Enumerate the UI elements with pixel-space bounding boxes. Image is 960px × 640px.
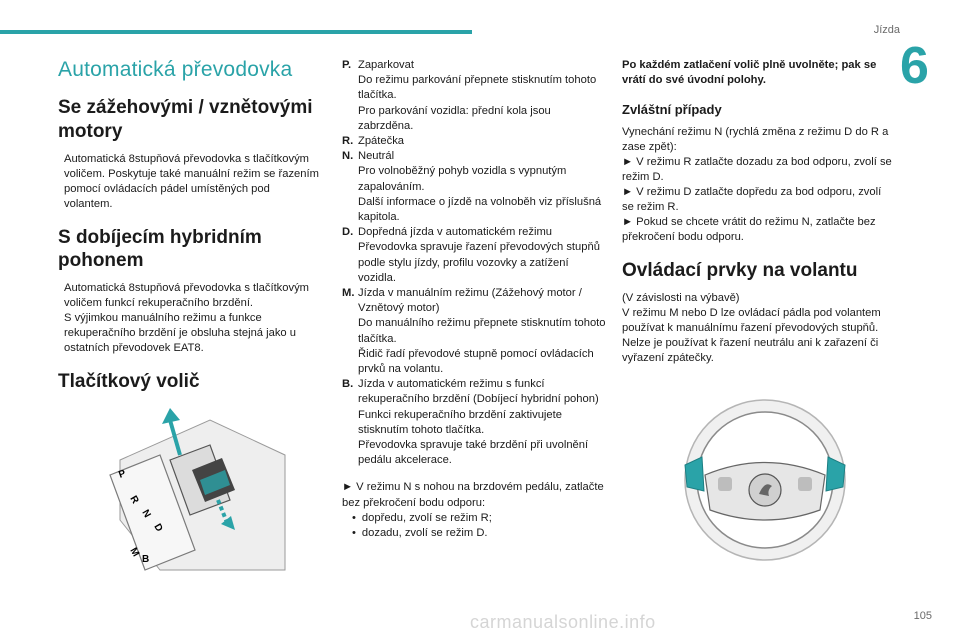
section-title: Jízda	[873, 24, 900, 36]
mode-description-line: Dopředná jízda v automatickém režimu	[358, 226, 553, 239]
mode-description-line: Zpátečka	[358, 135, 405, 148]
fig-label-p: P	[117, 468, 128, 481]
paragraph-diesel: Automatická 8stupňová převodovka s tlačítkovým voličem. Poskytuje také manuální režim se řazením pomocí ovládacích pádel umístěných pod volantem.	[64, 152, 319, 210]
instruction-bullets	[342, 511, 606, 541]
mode-description-line: Neutrál	[358, 150, 395, 163]
paragraph-hybrid-2: S výjimkou manuálního režimu a funkce rekuperačního brzdění je obsluha stejná jako u ostatních převodovek EAT8.	[64, 312, 296, 354]
mode-description	[358, 286, 606, 377]
mode-description-line: Další informace o jízdě na volnoběh viz příslušná kapitola.	[358, 195, 602, 224]
mode-key: N.	[342, 150, 354, 163]
mode-description	[358, 58, 606, 134]
mode-key: D.	[342, 226, 354, 239]
mode-description-line: Funkci rekuperačního brzdění zaktivujete stisknutím tohoto tlačítka.	[358, 408, 562, 436]
special-line: Vynechání režimu N (rychlá změna z režimu D do R a zase zpět):	[622, 126, 889, 153]
special-line: ► Pokud se chcete vrátit do režimu N, zatlačte bez překročení bodu odporu.	[622, 216, 876, 243]
fig-label-b: B	[142, 554, 150, 565]
wheel-line: (V závislosti na výbavě)	[622, 291, 740, 304]
mode-definition	[342, 377, 606, 468]
fig-label-n: N	[139, 508, 153, 520]
mode-description	[358, 134, 606, 149]
column-right	[622, 58, 894, 380]
special-line: ► V režimu R zatlačte dozadu za bod odporu, zvolí se režim D.	[622, 156, 892, 183]
chapter-number: 6	[900, 37, 929, 95]
chapter-title: Automatická převodovka	[58, 58, 293, 81]
mode-definition	[342, 225, 606, 286]
mode-description-line: Zaparkovat	[358, 59, 414, 71]
mode-definition	[342, 286, 606, 377]
mode-description	[358, 225, 606, 286]
fig-label-r: R	[127, 494, 141, 506]
mode-description-line: Jízda v automatickém režimu s funkcí rekuperačního brzdění (Dobíjecí hybridní pohon)	[358, 378, 599, 406]
fig-label-m: M	[127, 546, 142, 559]
mode-description-line: Převodovka spravuje také brzdění při uvolnění pedálu akcelerace.	[358, 439, 589, 467]
mode-key: M.	[342, 287, 355, 300]
heading-wheel-controls: Ovládací prvky na volantu	[622, 260, 858, 281]
mode-definition	[342, 149, 606, 225]
fig-label-d: D	[151, 522, 165, 534]
mode-key: P.	[342, 59, 352, 71]
mode-description-line: Převodovka spravuje řazení převodových stupňů podle stylu jízdy, profilu vozovky a zatížení vozidla.	[358, 241, 600, 284]
mode-description-line: Řidič řadí převodové stupně pomocí ovládacích prvků na volantu.	[358, 347, 594, 376]
wheel-line: V režimu M nebo D lze ovládací pádla pod volantem používat k manuálnímu řazení převodových stupňů.	[622, 306, 881, 334]
heading-selector: Tlačítkový volič	[58, 371, 200, 392]
mode-definition	[342, 58, 606, 134]
instruction-text: ► V režimu N s nohou na brzdovém pedálu, zatlačte bez překročení bodu odporu:	[342, 481, 604, 509]
mode-description-line: Do manuálního režimu přepnete stisknutím tohoto tlačítka.	[358, 317, 606, 345]
heading-diesel: Se zážehovými / vznětovými motory	[58, 97, 313, 142]
page-number: 105	[913, 610, 932, 622]
steering-wheel-illustration	[680, 395, 850, 565]
release-note: Po každém zatlačení volič plně uvolněte; pak se vrátí do své úvodní polohy.	[622, 59, 877, 86]
header-accent-bar	[0, 30, 472, 34]
mode-description-line: Pro parkování vozidla: přední kola jsou zabrzděna.	[358, 104, 551, 132]
mode-definitions	[342, 58, 606, 468]
column-left	[58, 58, 320, 402]
mode-description-line: Jízda v manuálním režimu (Zážehový motor / Vznětový motor)	[358, 287, 582, 315]
mode-definition	[342, 134, 606, 149]
special-line: ► V režimu D zatlačte dopředu za bod odporu, zvolí se režim R.	[622, 186, 882, 213]
bullet-item: • dopředu, zvolí se režim R;	[352, 511, 606, 526]
heading-special-cases: Zvláštní případy	[622, 102, 722, 117]
wheel-line: Nelze je používat k řazení neutrálu ani k zařazení či vyřazení zpátečky.	[622, 336, 879, 364]
paragraph-hybrid-1: Automatická 8stupňová převodovka s tlačítkovým voličem funkcí rekuperačního brzdění.	[64, 282, 309, 309]
mode-description-line: Do režimu parkování přepnete stisknutím tohoto tlačítka.	[358, 74, 597, 102]
mode-description	[358, 377, 606, 468]
column-middle	[342, 58, 606, 541]
bullet-item: • dozadu, zvolí se režim D.	[352, 526, 606, 541]
heading-hybrid: S dobíjecím hybridním pohonem	[58, 226, 262, 272]
gear-selector-illustration	[100, 400, 290, 575]
mode-description-line: Pro volnoběžný pohyb vozidla s vypnutým zapalováním.	[358, 165, 567, 193]
mode-key: B.	[342, 378, 354, 391]
watermark: carmanualsonline.info	[470, 612, 656, 632]
mode-description	[358, 149, 606, 225]
mode-key: R.	[342, 135, 354, 148]
